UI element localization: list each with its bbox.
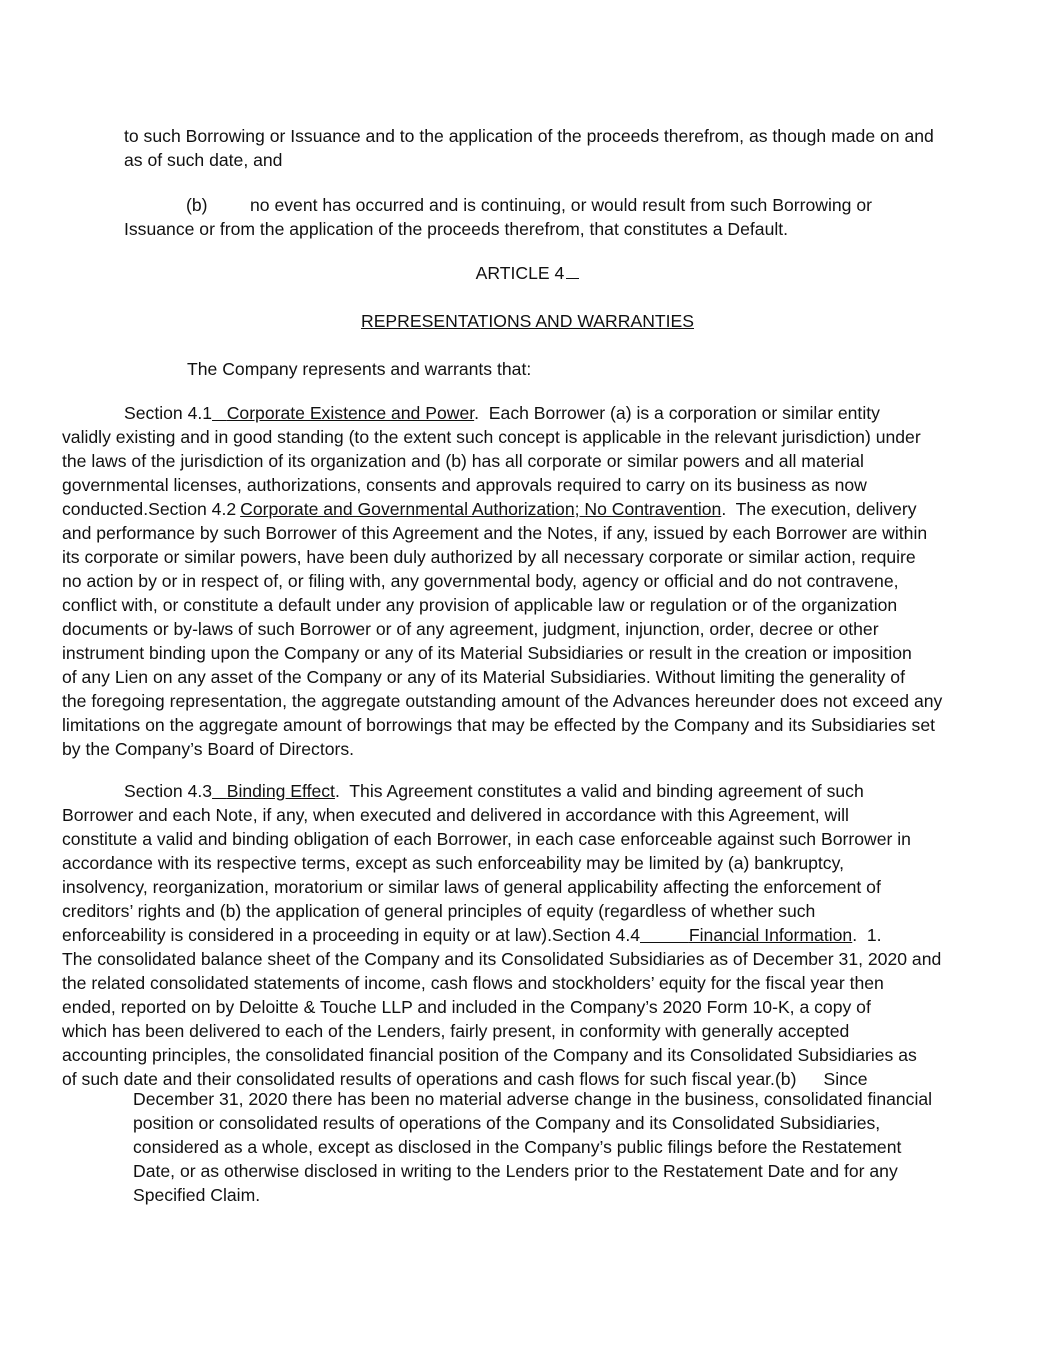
section-4-4: enforceability is considered in a proceeding in equity or at law).Section 4.4 Financial Information. 1. xyxy=(62,925,882,945)
text-line: ended, reported on by Deloitte & Touche LLP and included in the Company’s 2020 Form 10-K, a copy of xyxy=(62,997,871,1017)
text-line: Specified Claim. xyxy=(133,1185,261,1205)
text-line: Issuance or from the application of the proceeds therefrom, that constitutes a Default. xyxy=(124,219,789,239)
text-line: no action by or in respect of, or filing with, any governmental body, agency or official and do not contravene, xyxy=(62,571,899,591)
text-line: December 31, 2020 there has been no material adverse change in the business, consolidated financial xyxy=(133,1089,933,1109)
section-4-4-b xyxy=(133,1087,932,1207)
clause-b xyxy=(124,193,872,241)
section-4-2: conducted.Section 4.2 Corporate and Governmental Authorization; No Contravention. The execution, delivery xyxy=(62,499,917,519)
text-line: accordance with its respective terms, except as such enforceability may be limited by (a) bankruptcy, xyxy=(62,853,844,873)
text-line: The consolidated balance sheet of the Company and its Consolidated Subsidiaries as of December 31, 2020 and xyxy=(62,949,942,969)
section-title: Binding Effect xyxy=(226,781,335,801)
text-line: validly existing and in good standing (to the extent such concept is applicable in the relevant jurisdiction) under xyxy=(62,427,921,447)
article-title xyxy=(0,309,1055,333)
text-line: Borrower and each Note, if any, when executed and delivered in accordance with this Agreement, will xyxy=(62,805,849,825)
text-line: of any Lien on any asset of the Company or any of its Material Subsidiaries. Without limiting the generality of xyxy=(62,667,905,687)
text-line: considered as a whole, except as disclosed in the Company’s public filings before the Restatement xyxy=(133,1137,902,1157)
text-line: the related consolidated statements of income, cash flows and stockholders’ equity for the fiscal year then xyxy=(62,973,884,993)
section-number: Section 4.4 xyxy=(551,925,640,945)
text-line: limitations on the aggregate amount of borrowings that may be effected by the Company and its Subsidiaries set xyxy=(62,715,936,735)
text-line: to such Borrowing or Issuance and to the application of the proceeds therefrom, as though made on and xyxy=(124,126,934,146)
text-line: its corporate or similar powers, have been duly authorized by all necessary corporate or similar action, require xyxy=(62,547,916,567)
preamble: The Company represents and warrants that: xyxy=(187,359,532,379)
section-number: Section 4.3 xyxy=(124,781,213,801)
text-line: conflict with, or constitute a default under any provision of applicable law or regulation or of the organization xyxy=(62,595,898,615)
text-line: insolvency, reorganization, moratorium or similar laws of general applicability affecting the enforcement of xyxy=(62,877,881,897)
text-line: Date, or as otherwise disclosed in writing to the Lenders prior to the Restatement Date and for any xyxy=(133,1161,898,1181)
text-line: and performance by such Borrower of this Agreement and the Notes, if any, issued by each Borrower are within xyxy=(62,523,928,543)
text-line: creditors’ rights and (b) the application of general principles of equity (regardless of whether such xyxy=(62,901,816,921)
section-title: Corporate Existence and Power xyxy=(226,403,475,423)
section-number: Section 4.2 xyxy=(148,499,237,519)
text-line: position or consolidated results of operations of the Company and its Consolidated Subsidiaries, xyxy=(133,1113,881,1133)
article-title-text: REPRESENTATIONS AND WARRANTIES xyxy=(360,311,695,331)
heading-underscore xyxy=(566,278,579,279)
text-line: instrument binding upon the Company or any of its Material Subsidiaries or result in the creation or imposition xyxy=(62,643,912,663)
sub-b-label: (b) xyxy=(774,1069,797,1089)
section-number: Section 4.1 xyxy=(124,403,213,423)
text-line: by the Company’s Board of Directors. xyxy=(62,739,355,759)
clause-b-label: (b) xyxy=(186,195,208,215)
text-line: as of such date, and xyxy=(124,150,283,170)
text-line: documents or by-laws of such Borrower or of any agreement, judgment, injunction, order, decree or other xyxy=(62,619,879,639)
text-line: constitute a valid and binding obligation of each Borrower, in each case enforceable against such Borrower in xyxy=(62,829,911,849)
text-line: the foregoing representation, the aggregate outstanding amount of the Advances hereunder does not exceed any xyxy=(62,691,943,711)
section-title: Corporate and Governmental Authorization; No Contravention xyxy=(240,499,722,519)
clause-b-text: no event has occurred and is continuing, or would result from such Borrowing or xyxy=(250,195,872,215)
text-line: the laws of the jurisdiction of its organization and (b) has all corporate or similar powers and all material xyxy=(62,451,864,471)
intro-paragraph xyxy=(124,124,934,172)
text-line: which has been delivered to each of the Lenders, fairly present, in conformity with generally accepted xyxy=(62,1021,850,1041)
section-4-3: Section 4.3 Binding Effect. This Agreement constitutes a valid and binding agreement of such Borrower and each Note, if any, when executed and delivered in accordance with this Agreement, will constitute a valid and binding obligation of each Borrower, in each case enforceable against such Borrower in accordance with its respective terms, except as such enforceability may be limited by (a) bankruptcy, insolvency, reorganization, moratorium or similar laws of general applicability affecting the enforcement of creditors’ rights and (b) the application of general principles of equity (regardless of whether such enforceability is considered in a proceeding in equity or at law).Section 4.4 Financial Information. 1. The consolidated balance sheet of the Company and its Consolidated Subsidiaries as of December 31, 2020 and the related consolidated statements of income, cash flows and stockholders’ equity for the fiscal year then ended, reported on by Deloitte & Touche LLP and included in the Company’s 2020 Form 10-K, a copy of which has been delivered to each of the Lenders, fairly present, in conformity with generally accepted accounting principles, the consolidated financial position of the Company and its Consolidated Subsidiaries as of such date and their consolidated results of operations and cash flows for such fiscal year.(b) Since xyxy=(62,781,942,1089)
article-number: ARTICLE 4 xyxy=(475,263,565,283)
article-heading xyxy=(0,261,1055,285)
section-4-1: Section 4.1 Corporate Existence and Power. Each Borrower (a) is a corporation or similar entity validly existing and in good standing (to the extent such concept is applicable in the relevant jurisdiction) under the laws of the jurisdiction of its organization and (b) has all corporate or similar powers and all material governmental licenses, authorizations, consents and approvals required to carry on its business as now conducted.Section 4.2 Corporate and Governmental Authorization; No Contravention. The execution, delivery and performance by such Borrower of this Agreement and the Notes, if any, issued by each Borrower are within its corporate or similar powers, have been duly authorized by all necessary corporate or similar action, require no action by or in respect of, or filing with, any governmental body, agency or official and do not contravene, conflict with, or constitute a default under any provision of applicable law or regulation or of the organization documents or by-laws of such Borrower or of any agreement, judgment, injunction, order, decree or other instrument binding upon the Company or any of its Material Subsidiaries or result in the creation or imposition of any Lien on any asset of the Company or any of its Material Subsidiaries. Without limiting the generality of the foregoing representation, the aggregate outstanding amount of the Advances hereunder does not exceed any limitations on the aggregate amount of borrowings that may be effected by the Company and its Subsidiaries set by the Company’s Board of Directors. xyxy=(62,403,943,759)
text-line: governmental licenses, authorizations, consents and approvals required to carry on its business as now xyxy=(62,475,867,495)
text-line: accounting principles, the consolidated financial position of the Company and its Consolidated Subsidiaries as xyxy=(62,1045,917,1065)
section-title: Financial Information xyxy=(688,925,853,945)
